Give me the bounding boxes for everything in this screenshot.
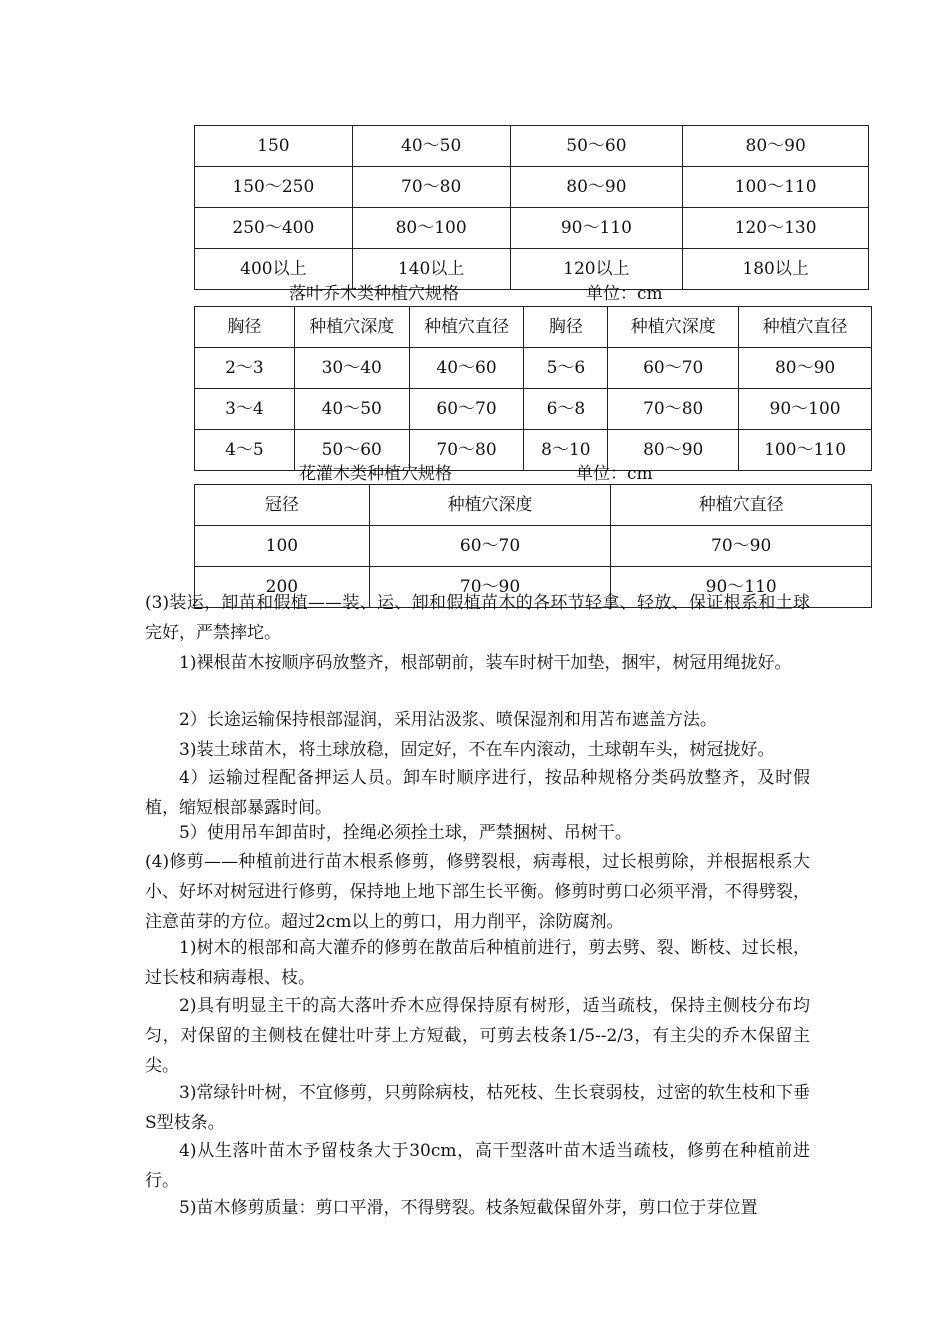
table-cell: 100～110 <box>739 430 872 471</box>
table-cell: 80～90 <box>510 167 683 208</box>
table-cell: 70～80 <box>352 167 510 208</box>
paragraph-long-distance: 2）长途运输保持根部湿润，采用沾汲浆、喷保湿剂和用苫布遮盖方法。 <box>179 710 717 730</box>
table-header-cell: 种植穴深度 <box>369 485 611 526</box>
table-header-row <box>195 485 872 526</box>
table-cell: 400以上 <box>195 249 353 290</box>
table-header-cell: 冠径 <box>195 485 370 526</box>
table-caption-shrubs <box>299 459 653 484</box>
table-cell: 90～110 <box>510 208 683 249</box>
table-row <box>195 430 872 471</box>
paragraph-root-pruning: 1)树木的根部和高大灌乔的修剪在散苗后种植前进行，剪去劈、裂、断枝、过长根，过长枝和病毒根、枝。 <box>145 938 810 988</box>
caption-title: 花灌木类种植穴规格 <box>299 464 452 484</box>
table-cell: 2～3 <box>195 348 295 389</box>
table-cell: 70～80 <box>608 389 739 430</box>
table-caption-deciduous-trees <box>289 279 663 304</box>
table-cell: 80～90 <box>739 348 872 389</box>
paragraph-crane: 5）使用吊车卸苗时，拴绳必须拴土球，严禁捆树、吊树干。 <box>179 823 632 843</box>
table-cell: 60～70 <box>369 526 611 567</box>
caption-unit: 单位：cm <box>576 464 653 484</box>
paragraph-soil-ball: 3)装土球苗木，将土球放稳，固定好，不在车内滚动，土球朝车头，树冠拢好。 <box>179 740 775 760</box>
table-deciduous-trees <box>194 306 872 471</box>
paragraph-quality: 5)苗木修剪质量：剪口平滑，不得劈裂。枝条短截保留外芽，剪口位于芽位置 <box>179 1198 758 1218</box>
table-row <box>195 389 872 430</box>
table-cell: 5～6 <box>524 348 608 389</box>
table-row <box>195 167 869 208</box>
table-header-cell: 胸径 <box>195 307 295 348</box>
table-cell: 3～4 <box>195 389 295 430</box>
table-cell: 180以上 <box>683 249 869 290</box>
table-cell: 100～110 <box>683 167 869 208</box>
table-row <box>195 126 869 167</box>
table-cell: 50～60 <box>294 430 409 471</box>
table-header-cell: 种植穴深度 <box>294 307 409 348</box>
table-cell: 80～100 <box>352 208 510 249</box>
paragraph-tall-trees: 2)具有明显主干的高大落叶乔木应得保持原有树形，适当疏枝，保持主侧枝分布均匀，对保留的主侧枝在健壮叶芽上方短截，可剪去枝条1/5--2/3，有主尖的乔木保留主尖。 <box>145 996 810 1076</box>
caption-title: 落叶乔木类种植穴规格 <box>289 284 459 304</box>
table-row <box>195 526 872 567</box>
table-header-row <box>195 307 872 348</box>
table-cell: 8～10 <box>524 430 608 471</box>
table-cell: 50～60 <box>510 126 683 167</box>
table-cell: 100 <box>195 526 370 567</box>
table-cell: 40～50 <box>294 389 409 430</box>
table-cell: 250～400 <box>195 208 353 249</box>
table-header-cell: 胸径 <box>524 307 608 348</box>
table-cell: 40～50 <box>352 126 510 167</box>
paragraph-bare-root: 1)裸根苗木按顺序码放整齐，根部朝前，装车时树干加垫，捆牢，树冠用绳拢好。 <box>179 653 792 673</box>
paragraph-clumped: 4)从生落叶苗木予留枝条大于30cm，高干型落叶苗木适当疏枝，修剪在种植前进行。 <box>145 1141 810 1191</box>
paragraph-conifers: 3)常绿针叶树，不宜修剪，只剪除病枝，枯死枝、生长衰弱枝，过密的软生枝和下垂S型枝条。 <box>145 1083 810 1133</box>
table-cell: 80～90 <box>683 126 869 167</box>
table-cell: 150 <box>195 126 353 167</box>
table-row <box>195 208 869 249</box>
table-row <box>195 348 872 389</box>
table-cell: 120以上 <box>510 249 683 290</box>
table-cell: 60～70 <box>409 389 524 430</box>
table-header-cell: 种植穴直径 <box>409 307 524 348</box>
table-header-cell: 种植穴直径 <box>739 307 872 348</box>
table-header-cell: 种植穴深度 <box>608 307 739 348</box>
table-header-cell: 种植穴直径 <box>611 485 872 526</box>
table-cell: 120～130 <box>683 208 869 249</box>
caption-unit: 单位：cm <box>586 284 663 304</box>
table-cell: 6～8 <box>524 389 608 430</box>
table-cell: 150～250 <box>195 167 353 208</box>
table-cell: 200 <box>195 567 370 608</box>
table-cell: 70～90 <box>611 526 872 567</box>
table-cell: 140以上 <box>352 249 510 290</box>
table-cell: 30～40 <box>294 348 409 389</box>
paragraph-escort: 4）运输过程配备押运人员。卸车时顺序进行，按品种规格分类码放整齐，及时假植，缩短根部暴露时间。 <box>145 768 810 818</box>
table-cell: 40～60 <box>409 348 524 389</box>
paragraph-pruning: (4)修剪——种植前进行苗木根系修剪，修劈裂根，病毒根，过长根剪除，并根据根系大小、好坏对树冠进行修剪，保持地上地下部生长平衡。修剪时剪口必须平滑，不得劈裂，注意苗芽的方位。超过2cm以上的剪口，用力削平，涂防腐剂。 <box>145 852 810 932</box>
table-cell: 90～100 <box>739 389 872 430</box>
table-cell: 80～90 <box>608 430 739 471</box>
table-cell: 4～5 <box>195 430 295 471</box>
table-cell: 70～90 <box>369 567 611 608</box>
table-cell: 70～80 <box>409 430 524 471</box>
table-cell: 90～110 <box>611 567 872 608</box>
paragraph-loading-transport: (3)装运，卸苗和假植——装、运、卸和假植苗木的各环节轻拿、轻放、保证根系和土球完好，严禁摔坨。 <box>145 593 810 643</box>
table-cell: 60～70 <box>608 348 739 389</box>
table-continued <box>194 125 869 290</box>
